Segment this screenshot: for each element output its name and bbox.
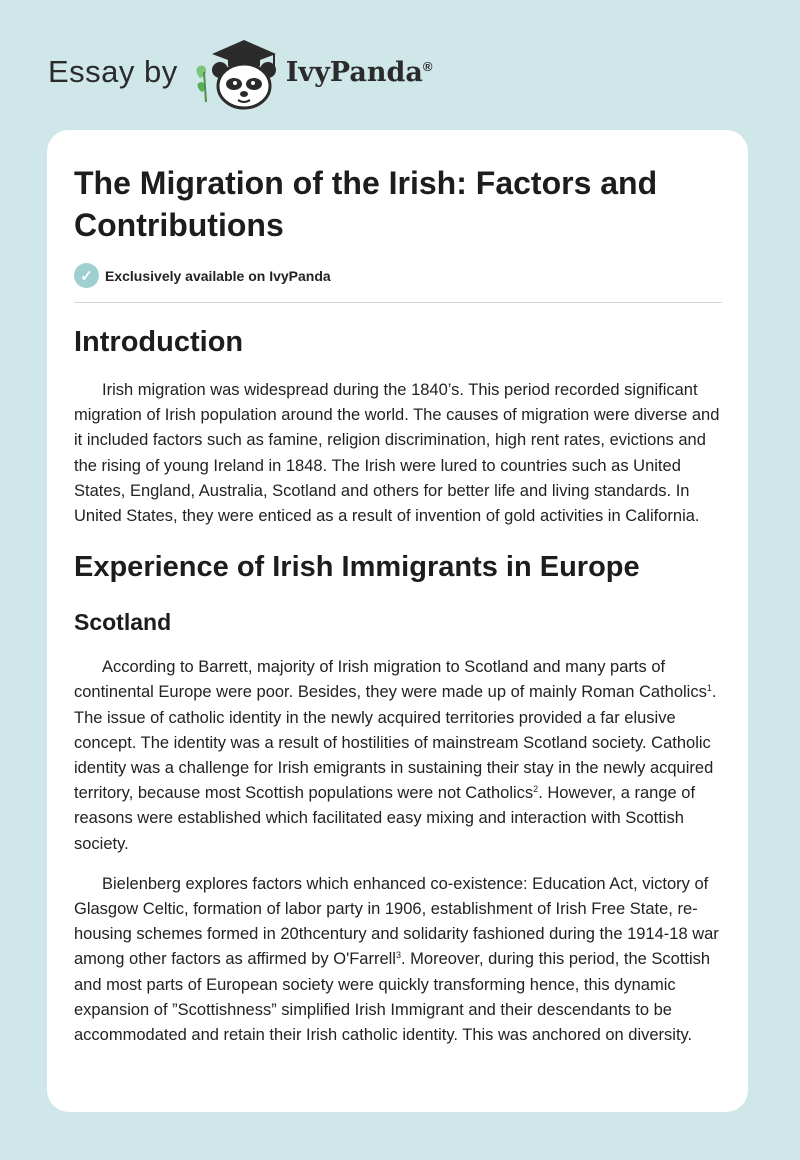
text-span: According to Barrett, majority of Irish migration to Scotland and many parts of continental Europe were poor. Besides, they were made up of mainly Roman Catholics: [74, 658, 707, 702]
site-header: [48, 32, 432, 112]
essay-content: [74, 162, 722, 1048]
brand-name[interactable]: [286, 57, 433, 88]
text-span: Bielenberg explores factors which enhanced co-existence: Education Act, victory of Glasgow Celtic, formation of labor party in 1906, establishment of Irish Free State, re-housing schemes formed in 20thcentury and solidarity fashioned during the 1914-18 war among other factors as affirmed by O'Farrell: [74, 874, 719, 969]
subsection-heading-scotland: Scotland: [74, 609, 172, 636]
footnote-1[interactable]: 1: [706, 683, 712, 694]
essay-title: The Migration of the Irish: Factors and Contributions: [74, 165, 658, 243]
exclusive-label: Exclusively available on IvyPanda: [105, 267, 331, 284]
brand-text: IvyPanda: [285, 56, 423, 88]
text-span: . The issue of catholic identity in the newly acquired territories provided a far elusive concept. The identity was a result of hostilities of mainstream Scotland society. Catholic identity was a challenge for Irish emigrants in sustaining their stay in the newly acquired territory, because most Scottish populations were not Catholics: [74, 683, 717, 803]
check-icon: ✓: [74, 263, 99, 288]
section-heading-europe: Experience of Irish Immigrants in Europe: [74, 551, 640, 584]
section-heading-introduction: Introduction: [74, 326, 244, 358]
text-span: . However, a range of reasons were established which facilitated easy mixing and interaction with Scottish society.: [74, 784, 696, 853]
registered-mark: ®: [422, 58, 433, 74]
panda-graduate-logo-icon[interactable]: [190, 32, 282, 112]
text-span: . Moreover, during this period, the Scottish and most parts of European society were quickly transforming hence, this dynamic expansion of ”Scottishness” simplified Irish Immigrant and their descendants to be accommodated and retain their Irish catholic identity. This was anchored on diversity.: [74, 950, 711, 1045]
essay-card: [47, 130, 748, 1112]
exclusive-badge: [74, 263, 722, 288]
paragraph-scotland-2: [74, 872, 722, 1048]
paragraph-scotland-1: [74, 655, 722, 857]
paragraph-introduction: Irish migration was widespread during the 1840’s. This period recorded significant migration of Irish population around the world. The causes of migration were diverse and it included factors such as famine, religion discrimination, high rent rates, evictions and the rising of young Ireland in 1848. The Irish were lured to countries such as United States, England, Australia, Scotland and others for better life and living standards. In United States, they were enticed as a result of invention of gold activities in California.: [74, 381, 720, 526]
footnote-2[interactable]: 2: [533, 784, 539, 795]
footnote-3[interactable]: 3: [395, 950, 401, 961]
essay-by-label: Essay by: [48, 54, 178, 89]
divider: [74, 302, 722, 303]
